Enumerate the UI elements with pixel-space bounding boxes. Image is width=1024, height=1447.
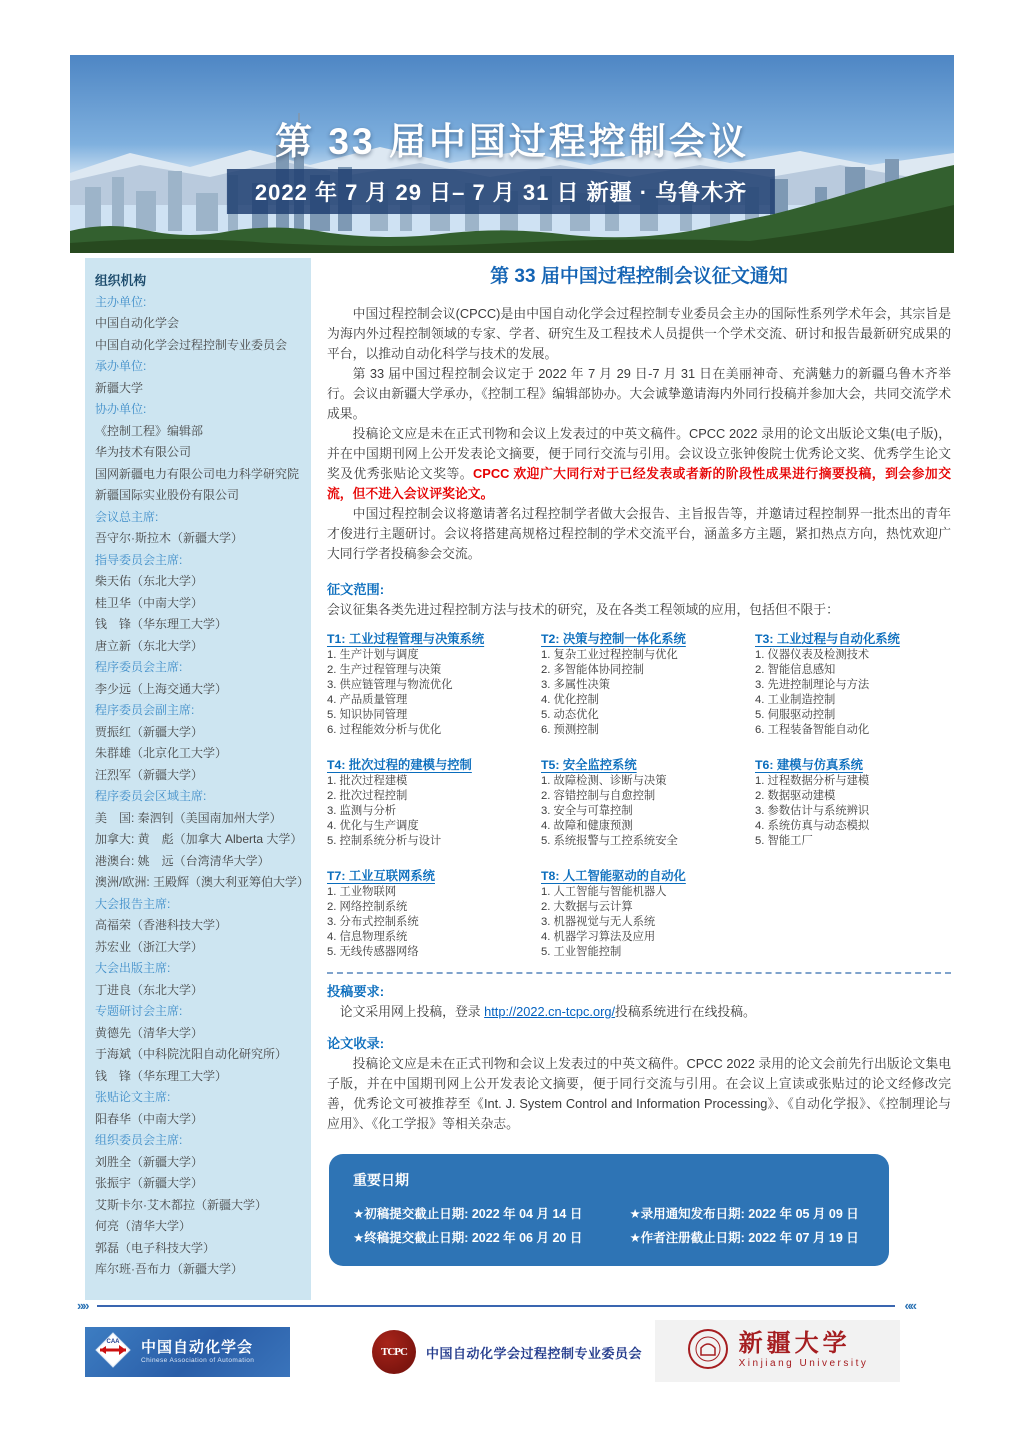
sidebar-item: 库尔班·吾布力（新疆大学）: [95, 1262, 243, 1276]
topic-block: [541, 867, 737, 960]
red-notice-text: CPCC 欢迎广大同行对于已经发表或者新的阶段性成果进行摘要投稿，到会参加交流，但不进入会议评奖论文。: [327, 466, 951, 501]
sidebar-item: 黄德先（清华大学）: [95, 1025, 204, 1040]
topic-title: T3: 工业过程与自动化系统: [755, 632, 900, 646]
sidebar-item: 中国自动化学会过程控制专业委员会: [95, 337, 288, 352]
sidebar-section: [95, 1130, 301, 1281]
topic-block: [327, 630, 523, 738]
sidebar-section: [95, 292, 301, 357]
sidebar-section-items: [95, 808, 310, 894]
sidebar-item: 澳洲/欧洲: 王殿辉（澳大利亚筹伯大学）: [95, 875, 310, 889]
topic-item: 3. 分布式控制系统: [327, 916, 419, 928]
xju-seal-icon: [687, 1328, 729, 1375]
topic-item: 3. 供应链管理与物流优化: [327, 679, 453, 691]
topic-title: T5: 安全监控系统: [541, 758, 637, 772]
sidebar-item: 刘胜全（新疆大学）: [95, 1154, 204, 1169]
topic-title: T2: 决策与控制一体化系统: [541, 632, 686, 646]
sidebar-section-items: [95, 1023, 301, 1088]
date-item: ★终稿提交截止日期: 2022 年 06 月 20 日: [353, 1231, 583, 1245]
important-dates-list: [353, 1202, 865, 1250]
sidebar-item: 《控制工程》编辑部: [95, 423, 204, 438]
topic-items: [755, 648, 951, 738]
sidebar-item: 于海斌（中科院沈阳自动化研究所）: [95, 1047, 288, 1061]
topic-item: 4. 机器学习算法及应用: [541, 931, 656, 943]
sidebar-section-items: [95, 915, 301, 958]
topic-item: 1. 人工智能与智能机器人: [541, 886, 667, 898]
sidebar-item: 美 国: 秦泗钊（美国南加州大学）: [95, 810, 282, 825]
xju-subtitle: Xinjiang University: [738, 1358, 869, 1369]
sidebar-item: 高福荣（香港科技大学）: [95, 918, 228, 932]
submission-text-before: 论文采用网上投稿，登录: [339, 1004, 485, 1019]
topic-item: 6. 预测控制: [541, 724, 599, 736]
topic-item: 5. 工业智能控制: [541, 946, 622, 958]
sidebar-section: [95, 958, 301, 1001]
sidebar-section: [95, 399, 301, 507]
divider-right-arrows-icon: ««: [904, 1298, 915, 1313]
logo-caa: [85, 1327, 290, 1377]
topic-item: 4. 产品质量管理: [327, 694, 408, 706]
topic-items: [541, 774, 737, 849]
topic-block: [541, 756, 737, 849]
sidebar-item: 李少远（上海交通大学）: [95, 681, 228, 696]
topic-items: [541, 648, 737, 738]
date-item: ★初稿提交截止日期: 2022 年 04 月 14 日: [353, 1207, 583, 1221]
topic-title: T6: 建模与仿真系统: [755, 758, 863, 772]
paragraph-venue: 第 33 届中国过程控制会议定于 2022 年 7 月 29 日-7 月 31 日在美丽神奇、充满魅力的新疆乌鲁木齐举行。会议由新疆大学承办，《控制工程》编辑部协办。大会诚挚邀请海内外同行投稿并参加大会，共同交流学术成果。: [327, 366, 951, 421]
dashed-divider: [327, 972, 951, 974]
topic-item: 2. 智能信息感知: [755, 664, 836, 676]
sidebar-item: 吾守尔·斯拉木（新疆大学）: [95, 531, 243, 545]
topic-item: 1. 批次过程建模: [327, 775, 408, 787]
sidebar-sections: [95, 292, 310, 1281]
topic-item: 5. 无线传感器网络: [327, 946, 419, 958]
topic-item: 6. 工程装备智能自动化: [755, 724, 870, 736]
caa-diamond-icon: [93, 1330, 133, 1375]
divider-left-arrows-icon: »»: [77, 1298, 88, 1313]
sidebar-section-label: 指导委员会主席:: [95, 552, 183, 567]
sidebar-item: 唐立新（东北大学）: [95, 638, 204, 653]
topic-item: 6. 过程能效分析与优化: [327, 724, 442, 736]
topic-items: [327, 885, 523, 960]
sidebar-item: 贾振红（新疆大学）: [95, 724, 204, 739]
topic-items: [755, 774, 951, 849]
submission-text-after: 投稿系统进行在线投稿。: [615, 1004, 756, 1019]
topic-item: 1. 仪器仪表及检测技术: [755, 649, 870, 661]
sidebar-section-label: 协办单位:: [95, 402, 147, 416]
topic-item: 2. 生产过程管理与决策: [327, 664, 442, 676]
tcpc-seal-icon: TCPC: [372, 1330, 416, 1374]
sidebar-item: 加拿大: 黄 彪（加拿大 Alberta 大学）: [95, 832, 303, 846]
topic-item: 2. 容错控制与自愈控制: [541, 790, 656, 802]
footer-divider: [77, 1298, 915, 1313]
sidebar-section: [95, 1001, 301, 1087]
sidebar-item: 郭磊（电子科技大学）: [95, 1240, 216, 1255]
sidebar-item: 艾斯卡尔·艾木都拉（新疆大学）: [95, 1197, 267, 1212]
topic-items: [327, 648, 523, 738]
topic-item: 5. 伺服驱动控制: [755, 709, 836, 721]
logo-tcpc: [372, 1330, 642, 1374]
topic-block: [327, 867, 523, 960]
topic-item: 4. 故障和健康预测: [541, 820, 633, 832]
banner-date-location: 2022 年 7 月 29 日– 7 月 31 日 新疆 · 乌鲁木齐: [227, 169, 775, 214]
sidebar-item: 华为技术有限公司: [95, 445, 192, 459]
topic-item: 2. 批次过程控制: [327, 790, 408, 802]
sidebar-section: [95, 700, 301, 786]
sidebar-section: [95, 550, 301, 658]
topic-items: [541, 885, 737, 960]
topic-item: 4. 优化与生产调度: [327, 820, 419, 832]
topic-item: 3. 多属性决策: [541, 679, 611, 691]
topic-title: T1: 工业过程管理与决策系统: [327, 632, 485, 646]
topic-item: 5. 系统报警与工控系统安全: [541, 835, 678, 847]
sidebar-section-label: 会议总主席:: [95, 509, 159, 524]
sidebar-item: 何亮（清华大学）: [95, 1219, 192, 1233]
sidebar-header: 组织机构: [95, 273, 147, 288]
logo-xinjiang-university: [655, 1320, 900, 1382]
svg-text:CAA: CAA: [106, 1338, 120, 1345]
topic-item: 5. 动态优化: [541, 709, 599, 721]
sidebar-section-items: [95, 528, 301, 550]
topic-item: 1. 过程数据分析与建模: [755, 775, 870, 787]
scope-intro: 会议征集各类先进过程控制方法与技术的研究，及在各类工程领域的应用，包括但不限于：: [327, 602, 839, 617]
sidebar-section-items: [95, 679, 301, 701]
sidebar-section-label: 大会出版主席:: [95, 961, 171, 975]
main-content: [327, 266, 951, 1266]
topic-item: 2. 大数据与云计算: [541, 901, 633, 913]
topic-item: 5. 知识协同管理: [327, 709, 408, 721]
sidebar-organization: [85, 258, 311, 1300]
tcpc-name: 中国自动化学会过程控制专业委员会: [426, 1345, 643, 1361]
sidebar-section-items: [95, 980, 301, 1002]
sidebar-section-label: 主办单位:: [95, 294, 147, 309]
topic-item: 4. 优化控制: [541, 694, 599, 706]
sidebar-item: 新疆大学: [95, 380, 144, 395]
sidebar-item: 国网新疆电力有限公司电力科学研究院: [95, 466, 300, 481]
topic-item: 5. 控制系统分析与设计: [327, 835, 442, 847]
sidebar-section-label: 承办单位:: [95, 359, 147, 373]
sidebar-section: [95, 1087, 301, 1130]
date-item: ★作者注册截止日期: 2022 年 07 月 19 日: [629, 1231, 859, 1245]
sidebar-item: 港澳台: 姚 远（台湾清华大学）: [95, 853, 270, 868]
sidebar-section-label: 组织委员会主席:: [95, 1133, 183, 1147]
banner-title: 第 33 届中国过程控制会议: [275, 121, 749, 162]
topic-block: [755, 630, 951, 738]
sidebar-section-items: [95, 313, 301, 356]
caa-name: 中国自动化学会: [141, 1339, 254, 1356]
important-dates-heading: 重要日期: [353, 1172, 409, 1188]
sidebar-item: 中国自动化学会: [95, 316, 180, 330]
submission-link[interactable]: http://2022.cn-tcpc.org/: [484, 1004, 616, 1019]
topic-block: [327, 756, 523, 849]
sidebar-item: 苏宏业（浙江大学）: [95, 939, 204, 954]
topic-item: 3. 监测与分析: [327, 805, 397, 817]
sidebar-section: [95, 786, 310, 894]
sidebar-section-items: [95, 1152, 301, 1281]
topic-item: 2. 网络控制系统: [327, 901, 408, 913]
topics-grid: [327, 630, 951, 960]
sidebar-section-label: 程序委员会主席:: [95, 660, 183, 674]
sidebar-section: [95, 894, 301, 959]
sidebar-section-label: 张贴论文主席:: [95, 1090, 171, 1104]
important-dates-box: [329, 1154, 889, 1266]
sidebar-section-label: 大会报告主席:: [95, 896, 171, 911]
sidebar-section-items: [95, 571, 301, 657]
sidebar-section-items: [95, 1109, 301, 1131]
topic-item: 1. 生产计划与调度: [327, 649, 419, 661]
sidebar-section: [95, 657, 301, 700]
topic-item: 3. 参数估计与系统辨识: [755, 805, 870, 817]
topic-block: [541, 630, 737, 738]
sidebar-section: [95, 356, 301, 399]
sidebar-item: 张振宇（新疆大学）: [95, 1176, 204, 1190]
topic-item: 2. 数据驱动建模: [755, 790, 836, 802]
sidebar-item: 汪烈军（新疆大学）: [95, 767, 204, 782]
topic-item: 4. 信息物理系统: [327, 931, 408, 943]
sidebar-item: 钱 锋（华东理工大学）: [95, 617, 228, 631]
divider-rule: [97, 1305, 894, 1307]
sidebar-item: 阳春华（中南大学）: [95, 1111, 204, 1126]
topic-block: [755, 756, 951, 849]
topic-title: T7: 工业互联网系统: [327, 869, 435, 883]
sidebar-section-items: [95, 421, 301, 507]
inclusion-text: 投稿论文应是未在正式刊物和会议上发表过的中英文稿件。CPCC 2022 录用的论文会前先行出版论文集电子版，并在中国期刊网上公开发表论文摘要，便于同行交流与引用。在会议上宣读或张贴过的论文经修改完善，优秀论文可被推荐至《Int. J. System Control and Information Processing》、《自动化学报》、《控制理论与应用》、《化工学报》等相关杂志。: [327, 1056, 951, 1131]
submission-heading: 投稿要求:: [327, 984, 385, 999]
sidebar-item: 朱群雄（北京化工大学）: [95, 746, 228, 760]
sidebar-item: 钱 锋（华东理工大学）: [95, 1068, 228, 1083]
paragraph-intro: 中国过程控制会议(CPCC)是由中国自动化学会过程控制专业委员会主办的国际性系列学术年会，其宗旨是为海内外过程控制领域的专家、学者、研究生及工程技术人员提供一个学术交流、研讨和报告最新研究成果的平台，以推动自动化科学与技术的发展。: [327, 306, 951, 361]
topic-item: 3. 机器视觉与无人系统: [541, 916, 656, 928]
topic-title: T8: 人工智能驱动的自动化: [541, 869, 686, 883]
submission-line: [327, 1002, 951, 1022]
topic-item: 4. 系统仿真与动态模拟: [755, 820, 870, 832]
sidebar-item: 桂卫华（中南大学）: [95, 595, 204, 610]
topic-item: 5. 智能工厂: [755, 835, 813, 847]
scope-heading: 征文范围:: [327, 582, 385, 597]
sidebar-section-items: [95, 378, 301, 400]
topic-item: 3. 先进控制理论与方法: [755, 679, 870, 691]
topic-item: 2. 多智能体协同控制: [541, 664, 644, 676]
topic-item: 3. 安全与可靠控制: [541, 805, 633, 817]
sidebar-item: 新疆国际实业股份有限公司: [95, 488, 240, 502]
conference-banner: [70, 55, 954, 253]
sidebar-item: 柴天佑（东北大学）: [95, 574, 204, 588]
inclusion-heading: 论文收录:: [327, 1036, 385, 1051]
topic-item: 1. 工业物联网: [327, 886, 397, 898]
sidebar-section-items: [95, 722, 301, 787]
page-title: 第 33 届中国过程控制会议征文通知: [490, 266, 788, 287]
topic-items: [327, 774, 523, 849]
paragraph-awards: [327, 424, 951, 504]
date-item: ★录用通知发布日期: 2022 年 05 月 09 日: [629, 1207, 859, 1221]
awards-text: 投稿论文应是未在正式刊物和会议上发表过的中英文稿件。CPCC 2022 录用的论文出版论文集(电子版)，并在中国期刊网上公开发表论文摘要，便于同行交流与引用。会议设立张钟俊院士优秀论文奖、优秀学生论文奖及优秀张贴论文奖等。: [327, 426, 951, 481]
caa-subtitle: Chinese Association of Automation: [141, 1357, 255, 1364]
topic-title: T4: 批次过程的建模与控制: [327, 758, 472, 772]
sidebar-item: 丁进良（东北大学）: [95, 982, 204, 997]
sidebar-section-label: 程序委员会区域主席:: [95, 789, 207, 803]
topic-item: 4. 工业制造控制: [755, 694, 836, 706]
sidebar-section-label: 专题研讨会主席:: [95, 1004, 183, 1018]
sidebar-section: [95, 507, 301, 550]
xju-name: 新疆大学: [738, 1331, 851, 1357]
paragraph-invitation: 中国过程控制会议将邀请著名过程控制学者做大会报告、主旨报告等，并邀请过程控制界一批杰出的青年才俊进行主题研讨。会议将搭建高规格过程控制的学术交流平台，涵盖多方主题，紧扣热点方向，热忱欢迎广大同行学者投稿参会交流。: [327, 506, 951, 561]
topic-item: 1. 复杂工业过程控制与优化: [541, 649, 678, 661]
topic-item: 1. 故障检测、诊断与决策: [541, 775, 667, 787]
sidebar-section-label: 程序委员会副主席:: [95, 703, 195, 717]
